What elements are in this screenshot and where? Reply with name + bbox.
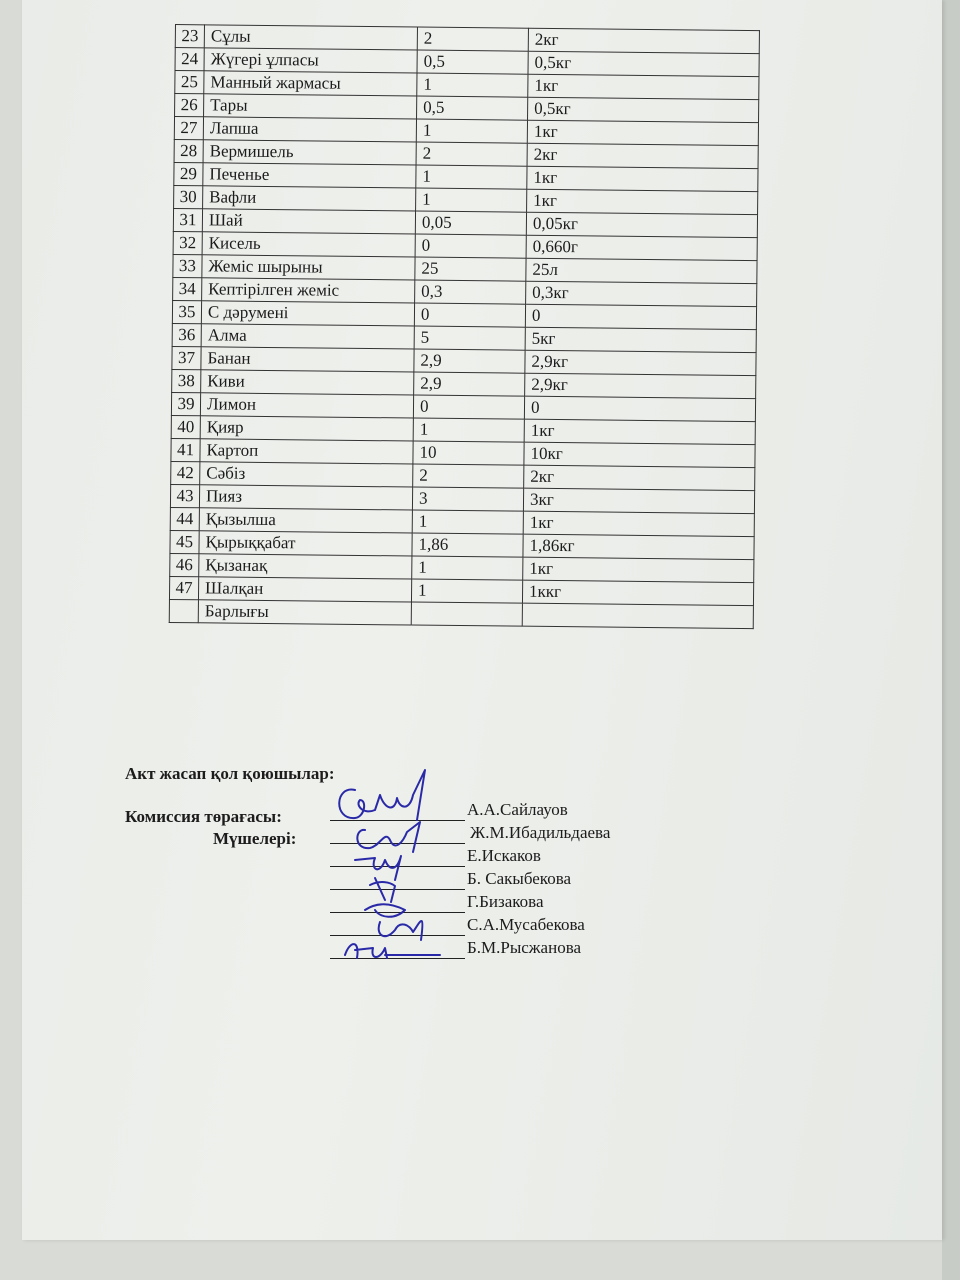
amount-cell: 3кг: [523, 488, 754, 513]
amount-cell: 1кг: [528, 74, 759, 99]
product-name-cell: Кептірілген жеміс: [202, 278, 415, 303]
commission-chair-label: Комиссия төрағасы:: [125, 807, 282, 826]
row-number-cell: 36: [172, 323, 201, 346]
handwritten-signatures: [325, 760, 455, 970]
amount-cell: 25л: [526, 258, 757, 283]
quantity-cell: 0,3: [415, 280, 526, 304]
quantity-cell: 1: [416, 119, 527, 143]
quantity-cell: 3: [412, 487, 523, 511]
product-name-cell: Вафли: [203, 186, 416, 211]
product-name-cell: Лапша: [203, 117, 416, 142]
quantity-cell: 0,05: [415, 211, 526, 235]
amount-cell: 2,9кг: [525, 373, 756, 398]
product-name-cell: Манный жармасы: [204, 71, 417, 96]
row-number-cell: 46: [170, 553, 199, 576]
signature-member-6: [345, 944, 440, 958]
signature-member-1: [357, 822, 420, 852]
row-number-cell: 33: [173, 254, 202, 277]
quantity-cell: 1,86: [412, 533, 523, 557]
quantity-cell: 2,9: [414, 349, 525, 373]
signatures-title: Акт жасап қол қоюшылар:: [125, 764, 335, 783]
row-number-cell: 34: [173, 277, 202, 300]
product-name-cell: Кисель: [202, 232, 415, 257]
amount-cell: 2,9кг: [525, 350, 756, 375]
signatory-name: Ж.М.Ибадильдаева: [470, 823, 611, 842]
amount-cell: 0,3кг: [526, 281, 757, 306]
row-number-cell: 27: [174, 117, 203, 140]
quantity-cell: 10: [413, 441, 524, 465]
row-number-cell: 32: [173, 231, 202, 254]
row-number-cell: 45: [170, 530, 199, 553]
product-name-cell: Сұлы: [204, 25, 417, 50]
product-name-cell: Қызылша: [199, 508, 412, 533]
quantity-cell: 1: [412, 510, 523, 534]
amount-cell: 1кг: [524, 419, 755, 444]
signatory-name: Б. Сакыбекова: [467, 869, 572, 888]
signature-member-5: [379, 921, 423, 940]
quantity-cell: 0: [413, 395, 524, 419]
row-number-cell: 35: [172, 300, 201, 323]
quantity-cell: 2: [413, 464, 524, 488]
quantity-cell: 1: [412, 556, 523, 580]
signature-member-2: [355, 856, 401, 880]
product-name-cell: Жүгері ұлпасы: [204, 48, 417, 73]
row-number-cell: 37: [172, 346, 201, 369]
quantity-cell: 1: [417, 73, 528, 97]
product-name-cell: Сәбіз: [200, 462, 413, 487]
product-name-cell: Жеміс шырыны: [202, 255, 415, 280]
product-name-cell: Киви: [201, 370, 414, 395]
product-name-cell: Лимон: [200, 393, 413, 418]
product-name-cell: Барлығы: [198, 600, 411, 625]
amount-cell: 0,05кг: [526, 212, 757, 237]
row-number-cell: 25: [175, 71, 204, 94]
amount-cell: 0,660г: [526, 235, 757, 260]
amount-cell: 1кг: [527, 120, 758, 145]
row-number-cell: 26: [175, 94, 204, 117]
product-name-cell: Банан: [201, 347, 414, 372]
quantity-cell: 0,5: [417, 96, 528, 120]
quantity-cell: 1: [411, 579, 522, 603]
row-number-cell: 44: [170, 507, 199, 530]
quantity-cell: 1: [416, 188, 527, 212]
row-number-cell: [169, 599, 198, 622]
products-table: [169, 24, 760, 629]
desk-background: [942, 0, 960, 1280]
row-number-cell: 24: [175, 48, 204, 71]
quantity-cell: 0: [414, 303, 525, 327]
product-name-cell: Пияз: [199, 485, 412, 510]
quantity-cell: 2: [417, 27, 528, 51]
amount-cell: 2кг: [528, 28, 759, 53]
signatory-name: Е.Искаков: [467, 846, 541, 865]
amount-cell: 1кг: [523, 511, 754, 536]
product-name-cell: Қырыққабат: [199, 531, 412, 556]
signature-member-3: [370, 878, 395, 902]
row-number-cell: 23: [175, 25, 204, 48]
amount-cell: 1кг: [523, 557, 754, 582]
row-number-cell: 28: [174, 139, 203, 162]
product-name-cell: Печенье: [203, 163, 416, 188]
product-name-cell: Картоп: [200, 439, 413, 464]
signatory-name: Г.Бизакова: [467, 892, 544, 911]
product-name-cell: Шай: [202, 209, 415, 234]
amount-cell: 1кг: [527, 189, 758, 214]
amount-cell: [522, 603, 753, 628]
signatory-name: Б.М.Рысжанова: [467, 938, 582, 957]
product-name-cell: Қияр: [200, 416, 413, 441]
quantity-cell: 2,9: [414, 372, 525, 396]
amount-cell: 1кг: [527, 166, 758, 191]
quantity-cell: 1: [416, 165, 527, 189]
product-name-cell: С дәрумені: [201, 301, 414, 326]
signature-member-4: [365, 904, 405, 917]
amount-cell: 0,5кг: [528, 51, 759, 76]
quantity-cell: 1: [413, 418, 524, 442]
row-number-cell: 42: [171, 461, 200, 484]
product-name-cell: Қызанақ: [199, 554, 412, 579]
row-number-cell: 43: [170, 484, 199, 507]
product-name-cell: Тары: [204, 94, 417, 119]
amount-cell: 1ккг: [522, 580, 753, 605]
amount-cell: 0: [524, 396, 755, 421]
quantity-cell: [411, 602, 522, 626]
amount-cell: 1,86кг: [523, 534, 754, 559]
amount-cell: 2кг: [527, 143, 758, 168]
row-number-cell: 40: [171, 415, 200, 438]
members-label: Мүшелері:: [213, 829, 297, 848]
row-number-cell: 47: [169, 576, 198, 599]
product-name-cell: Вермишель: [203, 140, 416, 165]
amount-cell: 0,5кг: [528, 97, 759, 122]
row-number-cell: 30: [174, 185, 203, 208]
quantity-cell: 0: [415, 234, 526, 258]
amount-cell: 0: [525, 304, 756, 329]
signatory-name: С.А.Мусабекова: [467, 915, 585, 934]
signature-chair: [339, 770, 425, 820]
product-name-cell: Шалқан: [198, 577, 411, 602]
product-name-cell: Алма: [201, 324, 414, 349]
signatory-name: А.А.Сайлауов: [467, 800, 568, 819]
quantity-cell: 0,5: [417, 50, 528, 74]
row-number-cell: 39: [171, 392, 200, 415]
quantity-cell: 5: [414, 326, 525, 350]
amount-cell: 5кг: [525, 327, 756, 352]
row-number-cell: 31: [173, 208, 202, 231]
amount-cell: 2кг: [524, 465, 755, 490]
row-number-cell: 41: [171, 438, 200, 461]
quantity-cell: 2: [416, 142, 527, 166]
row-number-cell: 38: [172, 369, 201, 392]
row-number-cell: 29: [174, 162, 203, 185]
amount-cell: 10кг: [524, 442, 755, 467]
quantity-cell: 25: [415, 257, 526, 281]
